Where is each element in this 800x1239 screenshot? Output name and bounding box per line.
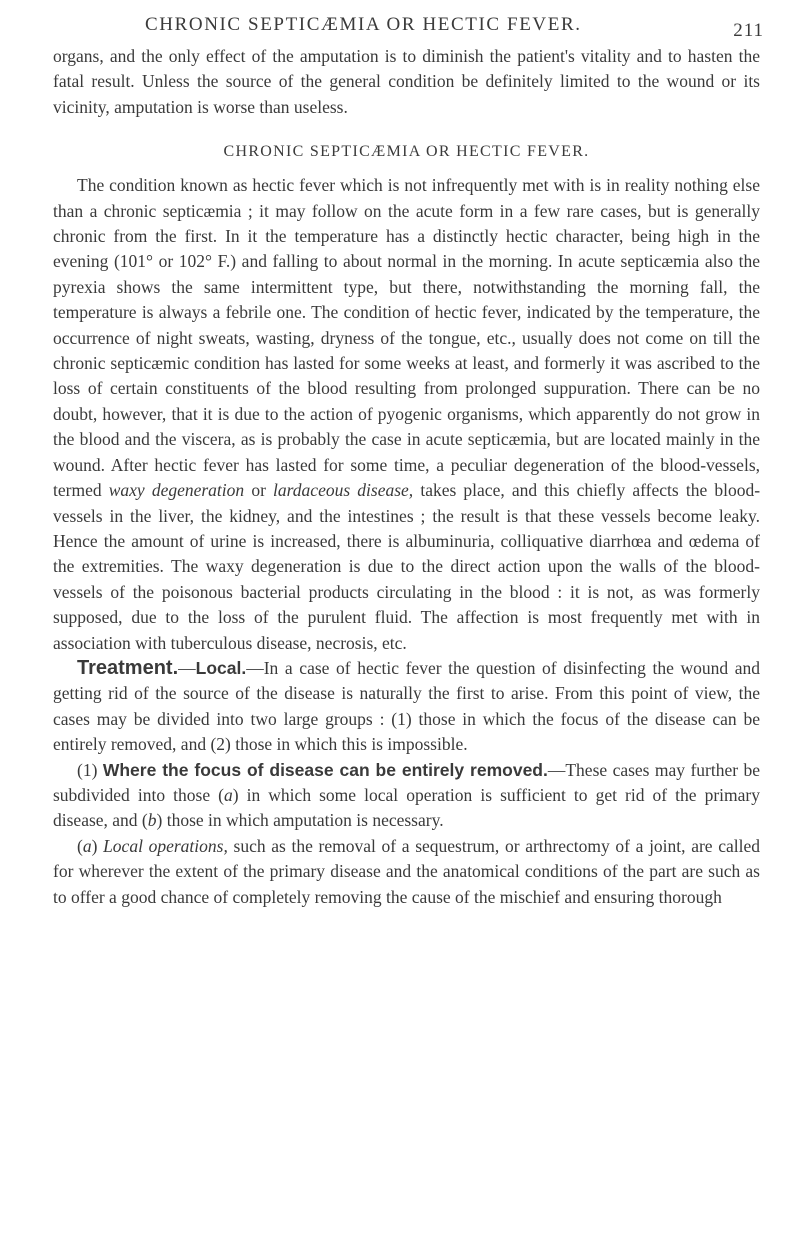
running-title: CHRONIC SEPTICÆMIA OR HECTIC FEVER. [145, 14, 582, 35]
term-waxy-degeneration: waxy degeneration [108, 480, 245, 501]
paragraph-continuation: organs, and the only effect of the amputation is to diminish the patient's vitality and to hasten the fatal result. Unless the source of the general condition be definitely limited to the wound or its vicinity, amputation is worse than useless. [53, 46, 760, 117]
paragraph-local-operations: (a) Local operations, such as the removal of a sequestrum, or arthrectomy of a joint, are called for wherever the extent of the primary disease and the anatomical conditions of the part are such as to offer a good chance of completely removing the cause of the mischief and ensuring thorough [53, 835, 760, 907]
heading-focus-removed: Where the focus of disease can be entirely removed. [102, 759, 548, 780]
book-page [53, 0, 764, 910]
page-number: 211 [733, 20, 764, 41]
heading-treatment: Treatment. [77, 656, 179, 679]
paragraph-hectic-fever: The condition known as hectic fever which is not infrequently met with is in reality nothing else than a chronic septicæmia ; it may follow on the acute form in a few rare cases, but is generally chronic from the first. In it the temperature has a distinctly hectic character, being high in the evening (101° or 102° F.) and falling to about normal in the morning. In acute septicæmia also the pyrexia shows the same intermittent type, but there, notwithstanding the morning fall, the temperature is always a febrile one. The condition of hectic fever, indicated by the temperature, the occurrence of night sweats, wasting, dryness of the tongue, etc., usually does not come on till the chronic septicæmic condition has lasted for some weeks at least, and formerly it was ascribed to the loss of certain constituents of the blood resulting from prolonged suppuration. There can be no doubt, however, that it is due to the action of pyogenic organisms, which apparently do not grow in the blood and the viscera, as is probably the case in acute septicæmia, but are located mainly in the wound. After hectic fever has lasted for some time, a peculiar degeneration of the blood-vessels, termed waxy degeneration or lardaceous disease, takes place, and this chiefly affects the blood-vessels in the liver, the kidney, and the intestines ; the result is that these vessels become leaky. Hence the amount of urine is increased, there is albuminuria, colliquative diarrhœa and œdema of the extremities. The waxy degeneration is due to the direct action upon the walls of the blood-vessels of the poisonous bacterial products circulating in the blood : it is not, as was formerly supposed, due to the loss of the purulent fluid. The affection is most frequently met with in association with tuberculous disease, necrosis, etc. [53, 175, 761, 653]
paragraph-focus-removed: (1) Where the focus of disease can be entirely removed.—These cases may further be subdivided into those (a) in which some local operation is sufficient to get rid of the primary disease, and (b) those in which amputation is necessary. [53, 759, 761, 831]
running-head [53, 0, 764, 41]
term-local-operations: Local operations, [103, 835, 228, 856]
paragraph-treatment: Treatment.—Local.—In a case of hectic fever the question of disinfecting the wound and getting rid of the source of the disease is naturally the first to arise. From this point of view, the cases may be divided into two large groups : (1) those in which the focus of the disease can be entirely removed, and (2) those in which this is impossible. [53, 656, 760, 755]
term-lardaceous-disease: lardaceous disease, [273, 480, 414, 501]
heading-local: Local. [195, 657, 247, 678]
section-title: CHRONIC SEPTICÆMIA OR HECTIC FEVER. [223, 143, 590, 161]
